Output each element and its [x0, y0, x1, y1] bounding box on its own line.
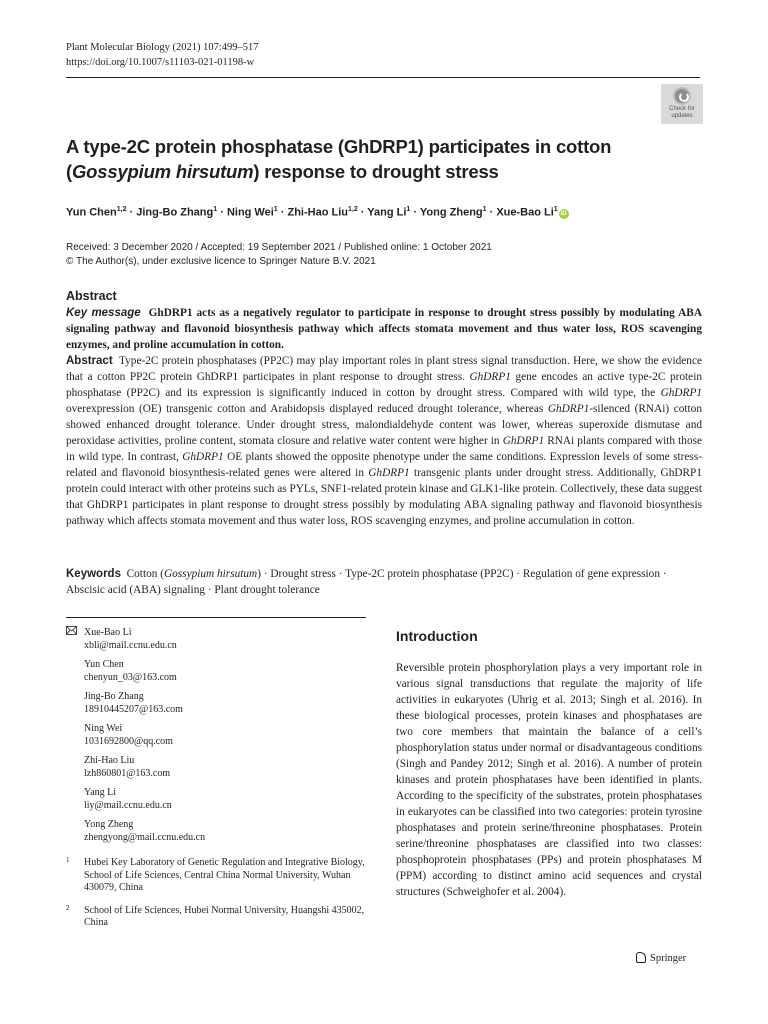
check-for-updates-badge[interactable] [661, 84, 703, 124]
affiliation-number: 2 [66, 903, 70, 912]
doi-link[interactable]: https://doi.org/10.1007/s11103-021-01198-w [66, 57, 255, 68]
contact-entry [84, 690, 364, 716]
author-name[interactable]: Jing-Bo Zhang [136, 206, 214, 219]
orcid-icon[interactable]: iD [560, 210, 567, 217]
contact-name: Yong Zheng [84, 819, 134, 830]
contact-entry [84, 754, 364, 780]
springer-logo [636, 952, 686, 964]
title-line2: (Gossypium hirsutum) response to drought stress [66, 161, 499, 182]
contact-email[interactable]: chenyun_03@163.com [84, 672, 177, 683]
key-message-label: Key message [66, 307, 141, 319]
footnote-rule [66, 617, 366, 618]
contact-email[interactable]: xbli@mail.ccnu.edu.cn [84, 640, 177, 651]
envelope-icon [66, 626, 77, 638]
affiliation-text: School of Life Sciences, Hubei Normal University, Huangshi 435002, China [84, 904, 365, 928]
dates-line: Received: 3 December 2020 / Accepted: 19 September 2021 / Published online: 1 October 2021 [66, 242, 492, 253]
author-affiliation-sup: 1,2 [116, 206, 127, 213]
affiliation [66, 905, 366, 930]
contact-name: Yun Chen [84, 659, 124, 670]
contact-email[interactable]: zhengyong@mail.ccnu.edu.cn [84, 832, 206, 843]
journal-header [66, 40, 258, 70]
author-separator: · [357, 206, 368, 219]
introduction-heading: Introduction [396, 628, 478, 644]
paper-title [66, 134, 666, 184]
author-name[interactable]: Zhi-Hao Liu [287, 206, 348, 219]
author-affiliation-sup: 1 [406, 206, 411, 213]
author-affiliation-sup: 1,2 [347, 206, 358, 213]
author-affiliation-sup: 1 [553, 206, 558, 213]
abstract-body [66, 305, 702, 529]
keywords-label: Keywords [66, 568, 121, 580]
contact-email[interactable]: 1031692800@qq.com [84, 736, 173, 747]
title-species: Gossypium hirsutum [71, 161, 254, 182]
author-name[interactable]: Xue-Bao Li [496, 206, 554, 219]
contact-name: Zhi-Hao Liu [84, 755, 135, 766]
contact-entry [84, 626, 364, 652]
author-separator: · [486, 206, 497, 219]
author-affiliation-sup: 1 [482, 206, 487, 213]
author-name[interactable]: Yun Chen [66, 206, 117, 219]
contact-entry [84, 658, 364, 684]
key-message-text: GhDRP1 acts as a negatively regulator to participate in response to drought stress possibly by modulating ABA signaling pathway and flavonoid biosynthesis pathway which affects stomata movement and thus water loss, ROS scavenging enzymes, and proline accumulation in cotton. [66, 307, 702, 351]
author-name[interactable]: Ning Wei [226, 206, 274, 219]
contact-list [84, 626, 364, 850]
title-line1: A type-2C protein phosphatase (GhDRP1) participates in cotton [66, 136, 612, 157]
abstract-label: Abstract [66, 355, 113, 367]
contact-name: Yang Li [84, 787, 117, 798]
contact-email[interactable]: liy@mail.ccnu.edu.cn [84, 800, 172, 811]
publication-dates [66, 241, 492, 269]
author-affiliation-sup: 1 [273, 206, 278, 213]
key-message-paragraph [66, 305, 702, 353]
keywords [66, 566, 702, 598]
header-rule [66, 77, 700, 78]
copyright-line: © The Author(s), under exclusive licence to Springer Nature B.V. 2021 [66, 256, 376, 267]
journal-citation: Plant Molecular Biology (2021) 107:499–517 [66, 42, 259, 53]
author-separator: · [126, 206, 137, 219]
affiliation-list [66, 857, 366, 940]
publisher-name: Springer [650, 953, 687, 964]
affiliation-text: Hubei Key Laboratory of Genetic Regulation and Integrative Biology, School of Life Sciences, Central China Normal University, Wuhan 430079, China [84, 857, 365, 893]
keywords-text: Cotton (Gossypium hirsutum) · Drought stress · Type-2C protein phosphatase (PP2C) · Regulation of gene expression · Abscisic acid (ABA) signaling · Plant drought tolerance [66, 568, 667, 596]
author-separator: · [217, 206, 227, 219]
author-name[interactable]: Yong Zheng [419, 206, 483, 219]
introduction-text: Reversible protein phosphorylation plays a very important role in various signal transductions that regulate the majority of life activities in eukaryotes (Uhrig et al. 2013; Singh et al. 2016). In these biological processes, protein kinases and phosphatases are two core members that maintain the balance of a cell’s phosphorylation status under normal or disadvantageous conditions (Singh and Pandey 2012; Singh et al. 2016). A number of protein kinases and protein phosphatases have been identified in plants. According to the specificity of the substrates, protein phosphatases in eukaryotes can be classified into two categories: protein tyrosine phosphatases and protein serine/threonine phosphatases. Protein serine/threonine phosphatases are classified into two classes: phosphoprotein phosphatases (PPs) and protein phosphatases M (PPM) according to distinct amino acid sequences and crystal structures (Schweighofer et al. 2004). [396, 662, 702, 898]
contact-entry [84, 818, 364, 844]
contact-entry [84, 722, 364, 748]
author-separator: · [277, 206, 288, 219]
abstract-heading: Abstract [66, 289, 117, 303]
contact-email[interactable]: lzh860801@163.com [84, 768, 171, 779]
contact-name: Ning Wei [84, 723, 123, 734]
author-separator: · [410, 206, 420, 219]
contact-name: Xue-Bao Li [84, 627, 132, 638]
check-for-updates-icon [673, 87, 691, 105]
author-affiliation-sup: 1 [213, 206, 218, 213]
abstract-text: Type-2C protein phosphatases (PP2C) may play important roles in plant stress signal transduction. Here, we show the evidence that a cotton PP2C protein GhDRP1 participates in plant response to drought stress. GhDRP1 gene encodes an active type-2C protein phosphatase (PP2C) and its expression is significantly induced in cotton by drought stress. Compared with wild type, the GhDRP1 overexpression (OE) transgenic cotton and Arabidopsis displayed reduced drought tolerance, whereas GhDRP1-silenced (RNAi) cotton showed enhanced drought tolerance. Under drought stress, malondialdehyde content was lower, whereas superoxide dismutase and peroxidase activities, proline content, stomata closure and relative water content were higher in GhDRP1 RNAi plants compared with those in wild type. In contrast, GhDRP1 OE plants showed the opposite phenotype under the same conditions. Expression levels of some stress-related and flavonoid biosynthesis-related genes were altered in GhDRP1 transgenic plants under drought stress. Additionally, GhDRP1 protein could interact with other proteins such as PYLs, SNF1-related protein kinase and GLK1-like protein. Collectively, these data suggest that GhDRP1 participates in plant response to drought stress possibly by modulating ABA signaling pathway and flavonoid biosynthesis pathway which affects stomata movement and thus water loss, ROS scavenging enzymes, and proline accumulation in cotton. [66, 355, 703, 527]
badge-line1: Check for [669, 106, 695, 112]
contact-email[interactable]: 18910445207@163.com [84, 704, 183, 715]
affiliation [66, 857, 366, 895]
contact-entry [84, 786, 364, 812]
affiliation-number: 1 [66, 856, 70, 864]
abstract-paragraph [66, 353, 702, 529]
contact-name: Jing-Bo Zhang [84, 691, 144, 702]
springer-horse-icon [636, 952, 646, 963]
author-name[interactable]: Yang Li [367, 206, 407, 219]
author-list [66, 203, 569, 220]
badge-line2: updates [671, 112, 693, 119]
